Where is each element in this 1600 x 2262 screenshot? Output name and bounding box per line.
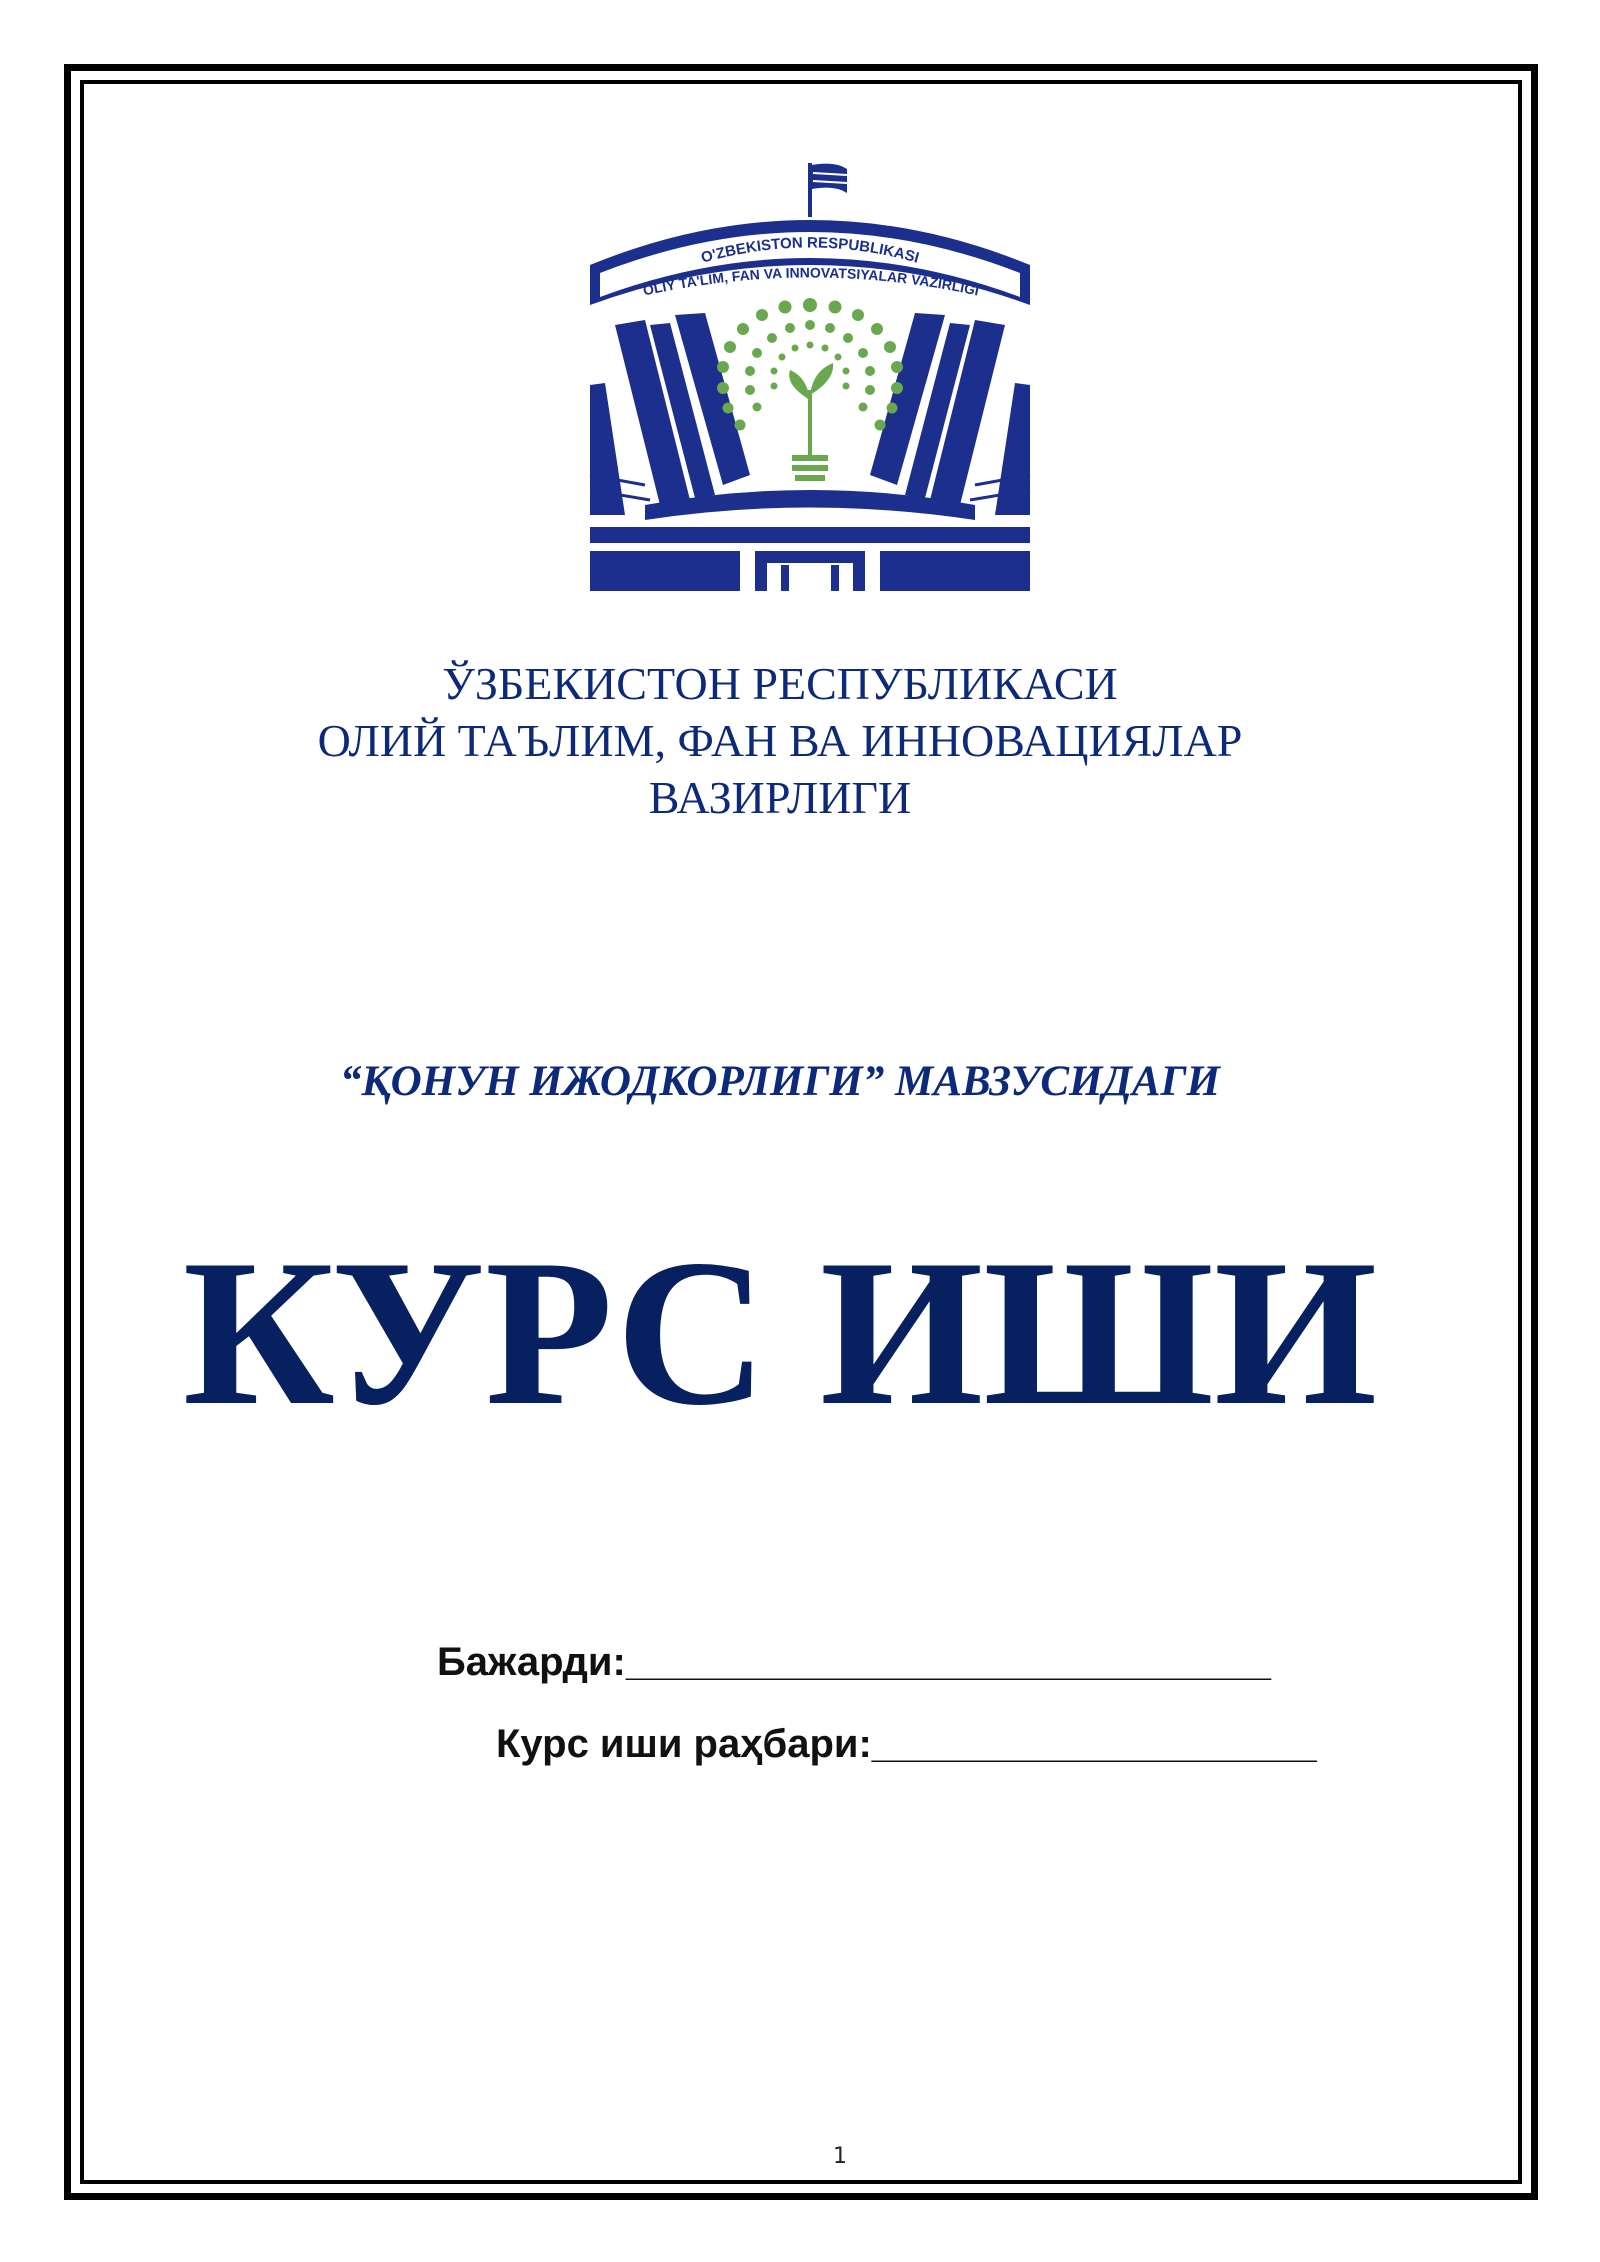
emblem-arc-text-1: O'ZBEKISTON RESPUBLIKASI	[699, 234, 921, 267]
page-number: 1	[833, 2144, 847, 2169]
ministry-emblem-icon	[585, 155, 1035, 595]
supervisor-field	[496, 1722, 1317, 1767]
performed-by-field	[437, 1640, 1271, 1685]
performed-by-blank: _____________________________	[625, 1640, 1271, 1684]
ministry-line-3: ВАЗИРЛИГИ	[648, 772, 912, 823]
document-title: КУРС ИШИ	[182, 1217, 1378, 1449]
supervisor-label: Курс иши раҳбари:	[496, 1722, 872, 1766]
emblem-arc-text-2: OLIY TA'LIM, FAN VA INNOVATSIYALAR VAZIRLIGI	[641, 264, 981, 299]
ministry-line-2: ОЛИЙ ТАЪЛИМ, ФАН ВА ИННОВАЦИЯЛАР	[317, 715, 1243, 766]
topic-heading: “ҚОНУН ИЖОДКОРЛИГИ” МАВЗУСИДАГИ	[340, 1058, 1220, 1105]
performed-by-label: Бажарди:	[437, 1640, 626, 1684]
ministry-line-1: ЎЗБЕКИСТОН РЕСПУБЛИКАСИ	[442, 658, 1118, 709]
supervisor-blank: ____________________	[871, 1722, 1317, 1766]
ministry-heading	[100, 655, 1460, 826]
